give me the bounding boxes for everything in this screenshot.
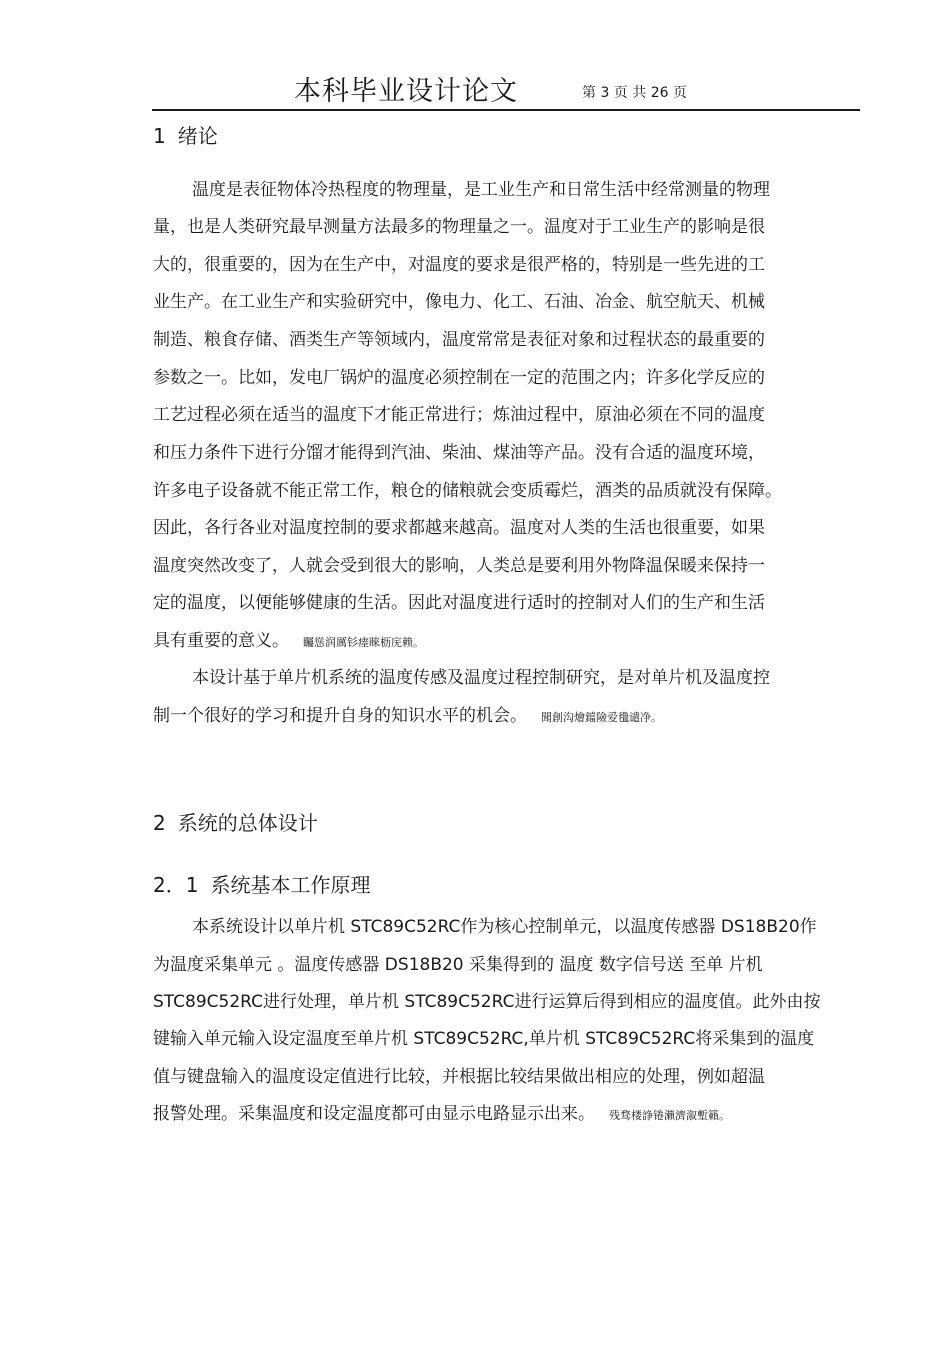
paragraph-line: 业生产。在工业生产和实验研究中，像电力、化工、石油、冶金、航空航天、机械 bbox=[153, 292, 765, 312]
paragraph-line bbox=[153, 1102, 730, 1128]
paragraph-line bbox=[153, 629, 424, 655]
paragraph-line: 为温度采集单元 。温度传感器 DS18B20 采集得到的 温度 数字信号送 至单 片机 bbox=[153, 955, 763, 975]
paragraph-line: 工艺过程必须在适当的温度下才能正常进行；炼油过程中，原油必须在不同的温度 bbox=[153, 405, 765, 425]
paragraph-text: 具有重要的意义。 bbox=[153, 631, 289, 651]
paragraph-line: 制造、粮食存储、酒类生产等领域内，温度常常是表征对象和过程状态的最重要的 bbox=[153, 330, 765, 350]
section-number: 2 bbox=[153, 811, 166, 835]
paragraph-line: 定的温度，以便能够健康的生活。因此对温度进行适时的控制对人们的生产和生活 bbox=[153, 593, 765, 613]
watermark-noise-text: 聞創沟燴鐺險爱氇谴净。 bbox=[541, 711, 662, 724]
paragraph-line: 大的，很重要的，因为在生产中，对温度的要求是很严格的，特别是一些先进的工 bbox=[153, 255, 765, 275]
paragraph-line: 因此，各行各业对温度控制的要求都越来越高。温度对人类的生活也很重要，如果 bbox=[153, 518, 765, 538]
subsection-heading-2-1 bbox=[153, 872, 370, 898]
paragraph-line: 温度是表征物体冷热程度的物理量，是工业生产和日常生活中经常测量的物理 bbox=[192, 180, 770, 200]
paragraph-line: 量，也是人类研究最早测量方法最多的物理量之一。温度对于工业生产的影响是很 bbox=[153, 217, 765, 237]
paragraph-text: 制一个很好的学习和提升自身的知识水平的机会。 bbox=[153, 706, 527, 726]
paragraph-line: 本系统设计以单片机 STC89C52RC作为核心控制单元，以温度传感器 DS18B20作 bbox=[192, 917, 817, 937]
page-number: 第 3 页 共 26 页 bbox=[582, 85, 687, 101]
section-title: 系统的总体设计 bbox=[177, 811, 318, 835]
header-divider bbox=[152, 109, 860, 111]
section-title: 绪论 bbox=[177, 124, 218, 148]
section-title: 系统基本工作原理 bbox=[210, 873, 371, 897]
paragraph-line: 和压力条件下进行分馏才能得到汽油、柴油、煤油等产品。没有合适的温度环境， bbox=[153, 443, 765, 463]
section-number: 1 bbox=[153, 124, 166, 148]
section-heading-2 bbox=[153, 810, 318, 836]
section-heading-1 bbox=[153, 123, 218, 149]
paragraph-line: 许多电子设备就不能正常工作，粮仓的储粮就会变质霉烂，酒类的品质就没有保障。 bbox=[153, 481, 782, 501]
document-title: 本科毕业设计论文 bbox=[294, 76, 518, 107]
paragraph-line: STC89C52RC进行处理，单片机 STC89C52RC进行运算后得到相应的温度值。此外由按 bbox=[153, 992, 821, 1012]
paragraph-line: 值与键盘输入的温度设定值进行比较，并根据比较结果做出相应的处理，例如超温 bbox=[153, 1067, 765, 1087]
paragraph-text: 报警处理。采集温度和设定温度都可由显示电路显示出来。 bbox=[153, 1104, 595, 1124]
paragraph-line bbox=[153, 704, 662, 730]
paragraph-line: 本设计基于单片机系统的温度传感及温度过程控制研究，是对单片机及温度控 bbox=[192, 668, 770, 688]
paragraph-line: 键输入单元输入设定温度至单片机 STC89C52RC,单片机 STC89C52RC将采集到的温度 bbox=[153, 1029, 815, 1049]
paragraph-line: 温度突然改变了，人就会受到很大的影响，人类总是要利用外物降温保暖来保持一 bbox=[153, 556, 765, 576]
paragraph-line: 参数之一。比如，发电厂锅炉的温度必须控制在一定的范围之内；许多化学反应的 bbox=[153, 368, 765, 388]
watermark-noise-text: 残骛楼諍锩瀨濟溆塹籟。 bbox=[609, 1109, 730, 1122]
section-number: 2．1 bbox=[153, 873, 199, 897]
watermark-noise-text: 矚慫润厲钐瘗睞枥庑赖。 bbox=[303, 636, 424, 649]
